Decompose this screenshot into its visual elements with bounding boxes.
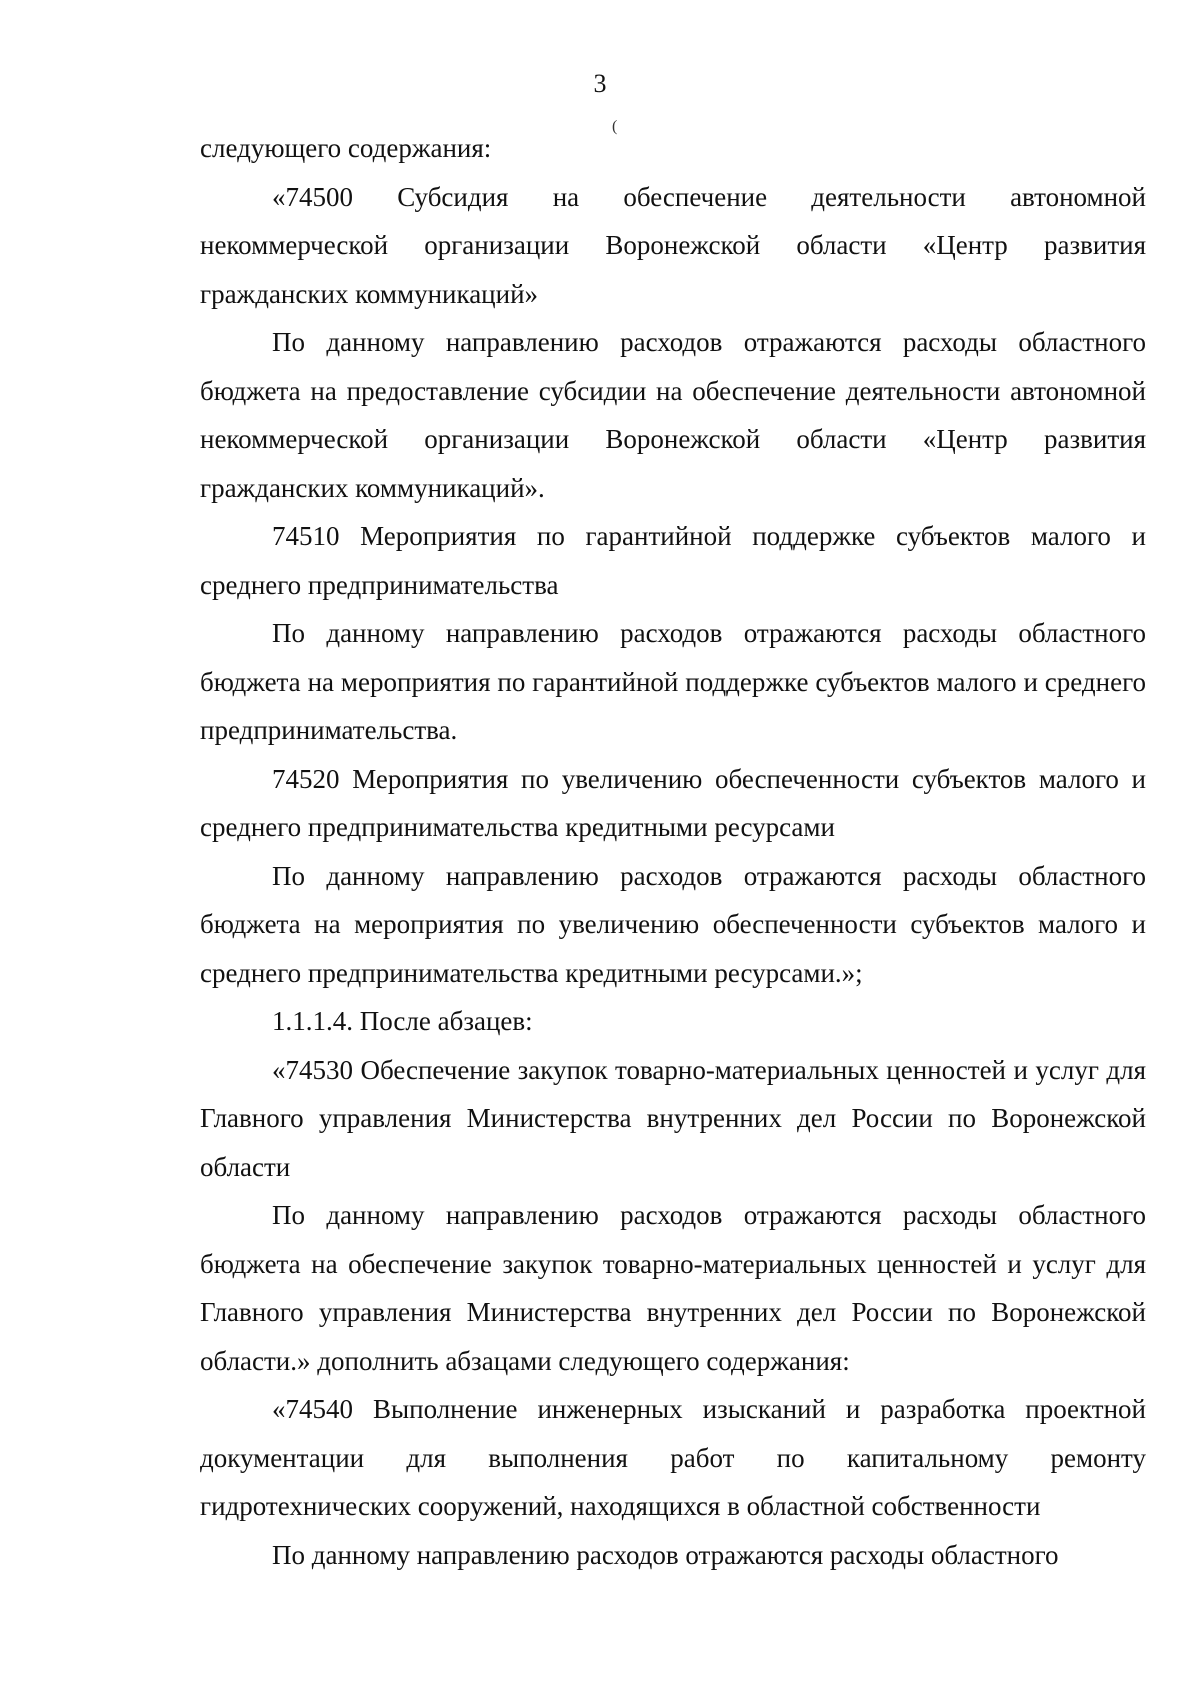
page-number: 3	[593, 69, 607, 98]
paragraph-74520-description: По данному направлению расходов отражаются расходы областного бюджета на мероприятия по увеличению обеспеченности субъектов малого и среднего предпринимательства кредитными ресурсами.»;	[200, 860, 1146, 988]
paragraph-continuation: следующего содержания:	[200, 133, 492, 163]
paragraph-74540-heading: «74540 Выполнение инженерных изысканий и разработка проектной документации для выполнения работ по капитальному ремонту гидротехнических сооружений, находящихся в областной собственности	[200, 1394, 1146, 1521]
paragraph-74500-description: По данному направлению расходов отражаются расходы областного бюджета на предоставление субсидии на обеспечение деятельности автономной некоммерческой организации Воронежской области «Центр развития гражданских коммуникаций».	[200, 327, 1146, 503]
paragraph-74510-description: По данному направлению расходов отражаются расходы областного бюджета на мероприятия по гарантийной поддержке субъектов малого и среднего предпринимательства.	[200, 618, 1146, 745]
paragraph-74530-description: По данному направлению расходов отражаются расходы областного бюджета на обеспечение закупок товарно-материальных ценностей и услуг для Главного управления Министерства внутренних дел России по Воронежской области.» дополнить абзацами следующего содержания:	[200, 1200, 1146, 1376]
document-body	[200, 124, 1146, 1579]
paragraph-74540-description: По данному направлению расходов отражаются расходы областного	[272, 1539, 1059, 1570]
paragraph-clause-1-1-1-4: 1.1.1.4. После абзацев:	[272, 1006, 533, 1036]
paragraph-74500-heading: «74500 Субсидия на обеспечение деятельности автономной некоммерческой организации Воронежской области «Центр развития гражданских коммуникаций»	[200, 181, 1146, 309]
stray-mark: (	[612, 118, 618, 135]
paragraph-74530-heading: «74530 Обеспечение закупок товарно-материальных ценностей и услуг для Главного управления Министерства внутренних дел России по Воронежской области	[200, 1054, 1146, 1182]
paragraph-74510-heading: 74510 Мероприятия по гарантийной поддержке субъектов малого и среднего предпринимательства	[200, 521, 1146, 600]
paragraph-74520-heading: 74520 Мероприятия по увеличению обеспеченности субъектов малого и среднего предпринимательства кредитными ресурсами	[200, 763, 1146, 842]
